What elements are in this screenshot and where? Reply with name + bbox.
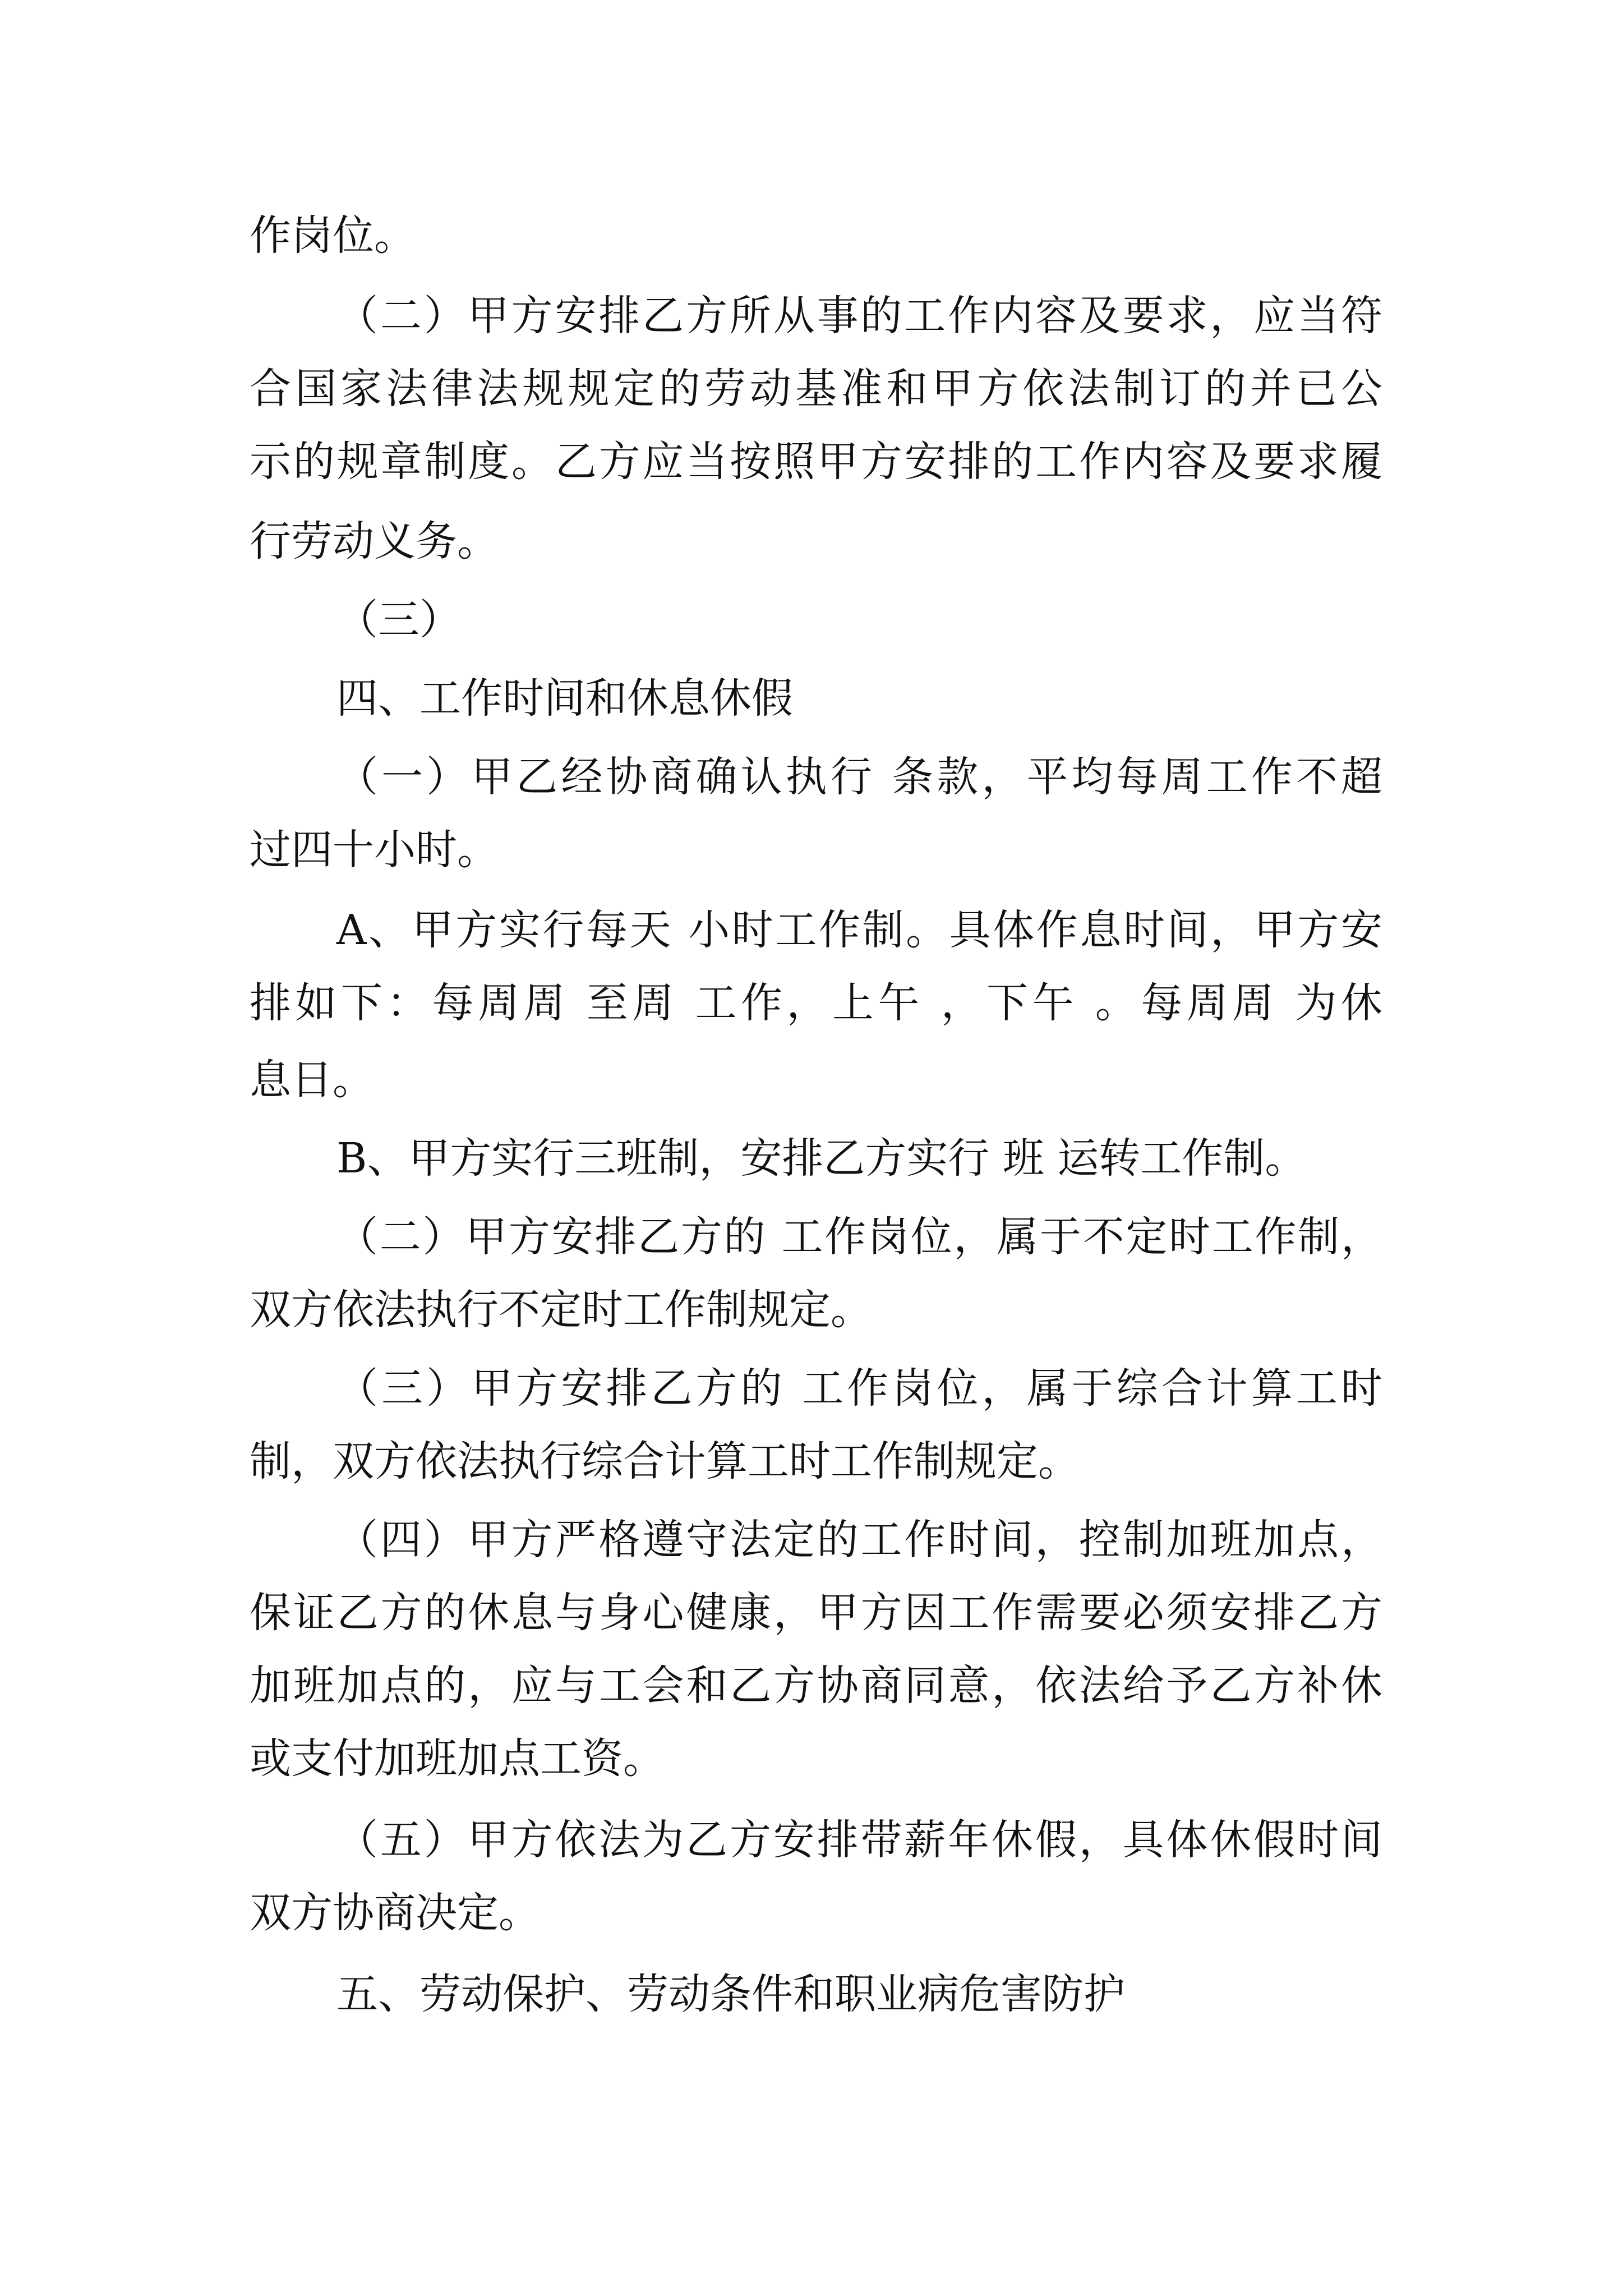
text-line: 加班加点的，应与工会和乙方协商同意，依法给予乙方补休 — [250, 1662, 1382, 1710]
text-line: （五）甲方依法为乙方安排带薪年休假，具体休假时间 — [336, 1816, 1382, 1864]
text-line: 双方协商决定。 — [250, 1889, 540, 1937]
text-line: 息日。 — [250, 1056, 374, 1104]
text-line: （二）甲方安排乙方的 工作岗位，属于不定时工作制， — [336, 1213, 1382, 1261]
text-line: 合国家法律法规规定的劳动基准和甲方依法制订的并已公 — [250, 365, 1382, 413]
text-line: 双方依法执行不定时工作制规定。 — [250, 1286, 872, 1334]
text-line: （三） — [336, 596, 461, 644]
text-line: （四）甲方严格遵守法定的工作时间，控制加班加点， — [336, 1516, 1382, 1564]
text-line: 排如下：每周周 至周 工作，上午 ，下午 。每周周 为休 — [250, 979, 1382, 1027]
text-line: 制，双方依法执行综合计算工时工作制规定。 — [250, 1437, 1080, 1485]
text-line: 或支付加班加点工资。 — [250, 1734, 665, 1783]
text-line: A、甲方实行每天 小时工作制。具体作息时间，甲方安 — [336, 906, 1382, 954]
text-line: （一）甲乙经协商确认执行 条款，平均每周工作不超 — [336, 753, 1382, 801]
text-line: （二）甲方安排乙方所从事的工作内容及要求，应当符 — [336, 292, 1382, 340]
text-line: 作岗位。 — [250, 211, 416, 260]
section-heading: 四、工作时间和休息休假 — [336, 674, 793, 723]
text-line: 过四十小时。 — [250, 826, 499, 874]
section-heading: 五、劳动保护、劳动条件和职业病危害防护 — [336, 1970, 1125, 2018]
text-line: （三）甲方安排乙方的 工作岗位，属于综合计算工时 — [336, 1364, 1382, 1412]
text-line: 保证乙方的休息与身心健康，甲方因工作需要必须安排乙方 — [250, 1589, 1382, 1637]
text-line: B、甲方实行三班制，安排乙方实行 班 运转工作制。 — [336, 1134, 1307, 1182]
text-line: 示的规章制度。乙方应当按照甲方安排的工作内容及要求履 — [250, 438, 1382, 486]
text-line: 行劳动义务。 — [250, 517, 499, 565]
